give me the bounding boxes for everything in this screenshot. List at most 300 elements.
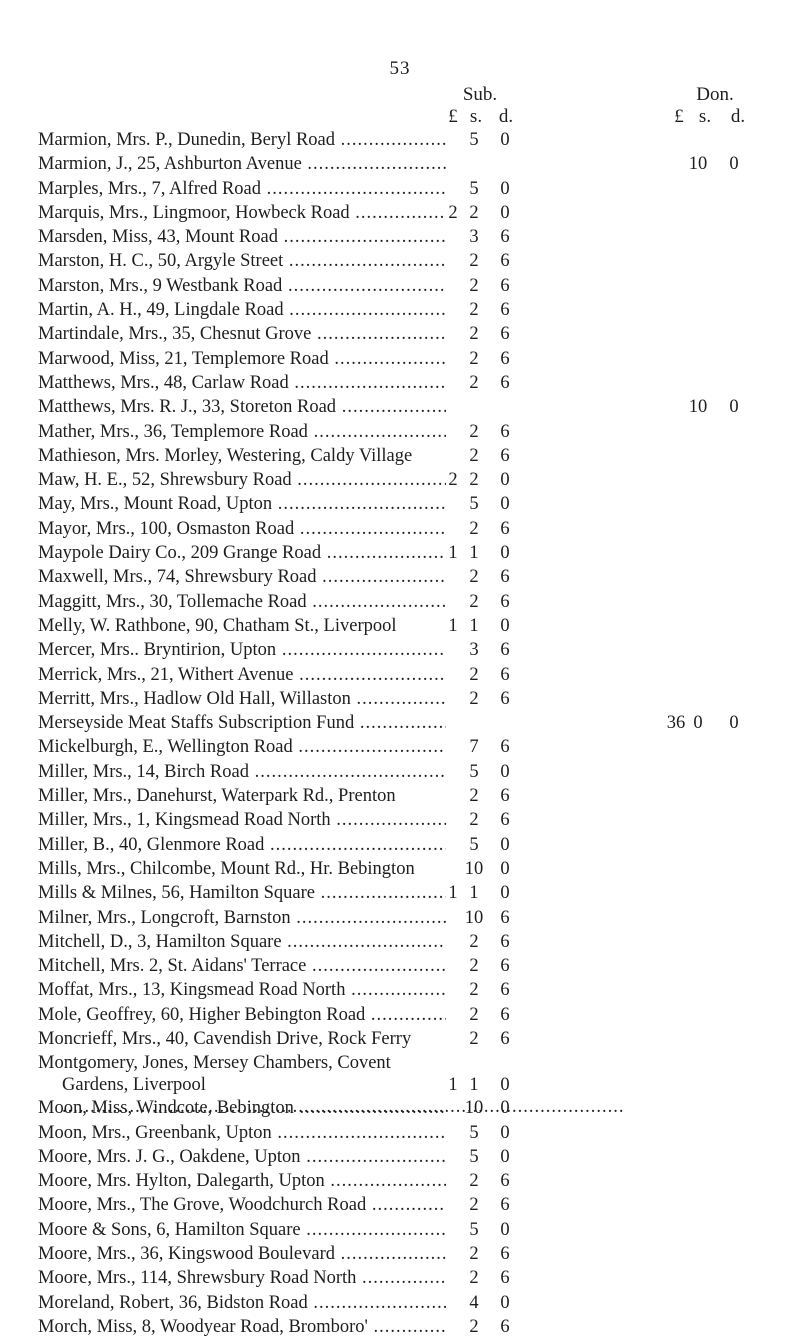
sub-shillings-value: 1	[469, 615, 479, 636]
sub-pence-value: 6	[500, 1244, 510, 1265]
sub-shillings-value: 5	[469, 130, 479, 150]
subscriber-name	[38, 396, 446, 418]
subscriber-name	[38, 955, 446, 977]
sub-pence-value: 0	[500, 1146, 510, 1167]
dot-leader	[282, 932, 446, 952]
subscriber-name	[38, 1316, 446, 1338]
subscriber-name-text: Mole, Geoffrey, 60, Higher Bebington Road	[38, 1004, 366, 1025]
sub-pence-value: 6	[500, 907, 510, 928]
list-item	[0, 226, 800, 250]
don-column-header: Don.	[696, 84, 734, 105]
sub-shillings-value: 2	[469, 980, 479, 1001]
subscriber-name	[38, 834, 446, 856]
sub-pence-value: 6	[500, 980, 510, 1001]
dot-leader	[264, 835, 446, 855]
sub-pounds-value: 2	[448, 470, 458, 491]
list-item	[0, 688, 800, 712]
subscriber-name-text: Mather, Mrs., 36, Templemore Road	[38, 421, 308, 442]
sub-pence-value: 6	[500, 1004, 510, 1025]
list-item	[0, 1122, 800, 1146]
sub-shillings-value: 2	[469, 1244, 479, 1265]
list-item	[0, 372, 800, 396]
subscriber-name	[38, 979, 446, 1001]
sub-pence-value: 6	[500, 1316, 510, 1337]
subscriber-name	[38, 178, 446, 200]
don-shillings-value: 10	[688, 397, 708, 418]
sub-pence-value: 6	[500, 348, 510, 369]
sub-pence-unit: d.	[498, 106, 514, 127]
sub-pounds-value: 1	[448, 883, 458, 904]
don-pence-unit: d.	[730, 106, 746, 127]
subscriber-name	[38, 348, 446, 370]
sub-pounds-value: 1	[448, 1075, 458, 1096]
sub-pence-value: 6	[500, 931, 510, 952]
subscriber-name	[38, 591, 446, 613]
dot-leader	[276, 640, 446, 660]
sub-shillings-value: 2	[469, 1195, 479, 1216]
sub-pence-value: 0	[500, 130, 510, 150]
sub-shillings-value: 7	[469, 737, 479, 758]
sub-shillings-value: 2	[469, 786, 479, 807]
subscriber-name-text: Moncrieff, Mrs., 40, Cavendish Drive, Rock Ferry	[38, 1028, 412, 1049]
subscriber-name-text: Martin, A. H., 49, Lingdale Road	[38, 300, 284, 321]
dot-leader	[331, 810, 446, 830]
sub-shillings-value: 5	[469, 761, 479, 782]
list-item	[0, 712, 800, 736]
list-item	[0, 275, 800, 299]
dot-leader	[291, 908, 446, 928]
subscriber-name	[38, 1004, 446, 1026]
sub-shillings-value: 5	[469, 834, 479, 855]
sub-pounds-value: 1	[448, 543, 458, 564]
subscriber-name-text: Marston, Mrs., 9 Westbank Road	[38, 275, 283, 296]
dot-leader	[261, 179, 446, 199]
dot-leader	[350, 203, 446, 223]
dot-leader	[329, 349, 446, 369]
subscriber-name	[38, 1028, 446, 1050]
list-item	[0, 566, 800, 590]
list-item	[0, 931, 800, 955]
sub-pence-value: 6	[500, 300, 510, 321]
dot-leader	[301, 1147, 446, 1167]
subscriber-name-text: Moore, Mrs., 36, Kingswood Boulevard	[38, 1244, 336, 1265]
dot-leader	[315, 883, 446, 903]
sub-pence-value: 0	[500, 834, 510, 855]
sub-shillings-value: 2	[469, 445, 479, 466]
sub-shillings-value: 2	[469, 275, 479, 296]
sub-pence-value: 0	[500, 494, 510, 515]
subscriber-name	[38, 153, 446, 175]
sub-pence-value: 0	[500, 1219, 510, 1240]
sub-shillings-value: 2	[469, 324, 479, 345]
subscriber-name-text: Melly, W. Rathbone, 90, Chatham St., Liverpool	[38, 615, 397, 636]
dot-leader	[294, 519, 446, 539]
subscriber-name	[38, 129, 446, 151]
sub-pence-value: 6	[500, 664, 510, 685]
list-item	[0, 1028, 800, 1052]
list-item	[0, 639, 800, 663]
subscriber-name	[38, 1267, 446, 1289]
list-item	[0, 202, 800, 226]
subscriber-name-text: Mercer, Mrs.. Bryntirion, Upton	[38, 640, 277, 661]
sub-pence-value: 0	[500, 1098, 510, 1119]
don-pounds-value: 36	[666, 713, 686, 734]
sub-shillings-value: 3	[469, 640, 479, 661]
dot-leader	[336, 397, 446, 417]
sub-shillings-value: 2	[469, 518, 479, 539]
list-item	[0, 421, 800, 445]
subscriber-name-text: Miller, Mrs., 14, Birch Road	[38, 761, 249, 782]
subscriber-name-text: Moon, Miss, Windcote, Bebington	[38, 1098, 294, 1119]
dot-leader	[289, 373, 446, 393]
sub-shillings-value: 2	[469, 300, 479, 321]
dot-leader	[282, 276, 446, 296]
subscriber-name	[38, 323, 446, 345]
subscriber-name	[38, 226, 446, 248]
subscriber-name	[38, 1219, 446, 1241]
dot-leader	[366, 1195, 446, 1215]
subscriber-name	[38, 1122, 446, 1144]
subscriber-name-text: Marwood, Miss, 21, Templemore Road	[38, 348, 329, 369]
sub-pence-value: 0	[500, 1075, 510, 1096]
dot-leader	[351, 689, 446, 709]
sub-shillings-value: 2	[469, 688, 479, 709]
subscriber-name	[38, 518, 446, 540]
list-item	[0, 809, 800, 833]
list-item	[0, 493, 800, 517]
don-shillings-unit: s.	[698, 106, 712, 127]
sub-pence-value: 6	[500, 1195, 510, 1216]
subscriber-name-text: Merritt, Mrs., Hadlow Old Hall, Willaston	[38, 688, 351, 709]
list-item	[0, 323, 800, 347]
sub-shillings-value: 2	[469, 1268, 479, 1289]
dot-leader	[306, 956, 446, 976]
list-item	[0, 858, 800, 882]
sub-shillings-value: 2	[469, 664, 479, 685]
dot-leader	[249, 762, 446, 782]
sub-pence-value: 0	[500, 761, 510, 782]
don-pence-value: 0	[729, 397, 739, 418]
list-item	[0, 178, 800, 202]
subscriber-name-text: Moore, Mrs. J. G., Oakdene, Upton	[38, 1146, 301, 1167]
list-item	[0, 542, 800, 566]
sub-shillings-value: 2	[469, 470, 479, 491]
list-item	[0, 396, 800, 420]
sub-shillings-value: 3	[469, 227, 479, 248]
subscriber-name-text: Moore & Sons, 6, Hamilton Square	[38, 1219, 301, 1240]
sub-pence-value: 6	[500, 372, 510, 393]
subscriber-name-text: Marmion, Mrs. P., Dunedin, Beryl Road	[38, 130, 336, 150]
dot-leader	[292, 470, 446, 490]
subscriber-name-text: Moon, Mrs., Greenbank, Upton	[38, 1122, 272, 1143]
list-item	[0, 445, 800, 469]
subscriber-name-text: Miller, Mrs., 1, Kingsmead Road North	[38, 810, 331, 831]
subscriber-name-text: Mickelburgh, E., Wellington Road	[38, 737, 293, 758]
subscriber-name	[38, 1097, 446, 1119]
sub-pence-value: 0	[500, 858, 510, 879]
subscriber-name-text: Montgomery, Jones, Mersey Chambers, Covent	[38, 1053, 391, 1074]
sub-shillings-value: 2	[469, 202, 479, 223]
dot-leader	[354, 713, 446, 733]
subscriber-name-text: Mills, Mrs., Chilcombe, Mount Rd., Hr. Bebington	[38, 858, 415, 879]
dot-leader	[283, 251, 446, 271]
subscriber-name-continuation-text: Gardens, Liverpool	[62, 1075, 206, 1096]
list-item	[0, 469, 800, 493]
list-item	[0, 591, 800, 615]
sub-shillings-value: 10	[464, 1098, 484, 1119]
subscriber-name	[38, 202, 446, 224]
don-shillings-value: 10	[688, 154, 708, 175]
list-item	[0, 1267, 800, 1291]
subscriber-name-text: Moore, Mrs., 114, Shrewsbury Road North	[38, 1268, 357, 1289]
list-item	[0, 907, 800, 931]
don-shillings-value: 0	[693, 713, 703, 734]
subscriber-name	[38, 785, 446, 807]
sub-pence-value: 6	[500, 810, 510, 831]
sub-shillings-value: 2	[469, 421, 479, 442]
subscriber-name	[38, 275, 446, 297]
subscriber-name	[38, 882, 446, 904]
sub-shillings-value: 2	[469, 810, 479, 831]
dot-leader	[335, 130, 446, 150]
sub-pence-value: 6	[500, 518, 510, 539]
subscriber-name	[38, 664, 446, 686]
list-item	[0, 299, 800, 323]
subscriber-name-text: Moore, Mrs., The Grove, Woodchurch Road	[38, 1195, 367, 1216]
subscriber-name	[38, 445, 446, 467]
sub-pence-value: 6	[500, 737, 510, 758]
sub-shillings-value: 5	[469, 1122, 479, 1143]
sub-shillings-value: 2	[469, 1028, 479, 1049]
sub-shillings-value: 4	[469, 1292, 479, 1313]
sub-shillings-value: 5	[469, 1146, 479, 1167]
list-item	[0, 882, 800, 906]
subscriber-name-text: Merrick, Mrs., 21, Withert Avenue	[38, 664, 294, 685]
subscriber-name	[38, 1243, 446, 1265]
subscriber-name-text: Maggitt, Mrs., 30, Tollemache Road	[38, 591, 307, 612]
sub-pence-value: 0	[500, 178, 510, 199]
dot-leader	[365, 1005, 446, 1025]
subscriber-name-text: Marmion, J., 25, Ashburton Avenue	[38, 154, 302, 175]
sub-pence-value: 6	[500, 786, 510, 807]
dot-leader	[272, 1123, 446, 1143]
sub-pence-value: 6	[500, 591, 510, 612]
subscriber-name-text: Mitchell, Mrs. 2, St. Aidans' Terrace	[38, 956, 307, 977]
list-item	[0, 518, 800, 542]
sub-pounds-value: 1	[448, 615, 458, 636]
subscriber-name-text: Milner, Mrs., Longcroft, Barnston	[38, 907, 291, 928]
sub-shillings-value: 2	[469, 931, 479, 952]
subscriber-name-text: Matthews, Mrs., 48, Carlaw Road	[38, 372, 289, 393]
sub-pence-value: 6	[500, 445, 510, 466]
sub-shillings-value: 5	[469, 178, 479, 199]
sub-pence-value: 6	[500, 688, 510, 709]
dot-leader	[321, 543, 446, 563]
subscriber-name	[38, 421, 446, 443]
dot-leader	[301, 1220, 446, 1240]
sub-shillings-value: 1	[469, 543, 479, 564]
subscriber-name	[38, 542, 446, 564]
don-pence-value: 0	[729, 154, 739, 175]
subscriber-name-text: Martindale, Mrs., 35, Chesnut Grove	[38, 324, 312, 345]
dot-leader	[335, 1244, 446, 1264]
subscriber-name-text: Maxwell, Mrs., 74, Shrewsbury Road	[38, 567, 317, 588]
subscriber-name	[38, 299, 446, 321]
subscriber-name	[38, 809, 446, 831]
list-item	[0, 1219, 800, 1243]
sub-shillings-value: 2	[469, 1316, 479, 1337]
list-item	[0, 979, 800, 1003]
subscriber-name-text: May, Mrs., Mount Road, Upton	[38, 494, 273, 515]
subscriber-name-text: Morch, Miss, 8, Woodyear Road, Bromboro'	[38, 1316, 368, 1337]
subscriber-name-text: Mitchell, D., 3, Hamilton Square	[38, 931, 282, 952]
subscriber-name	[38, 566, 446, 588]
dot-leader	[368, 1317, 446, 1337]
list-item	[0, 1004, 800, 1028]
dot-leader	[293, 737, 446, 757]
subscriber-name	[38, 931, 446, 953]
sub-pence-value: 6	[500, 640, 510, 661]
list-item	[0, 761, 800, 785]
sub-shillings-value: 1	[469, 1075, 479, 1096]
list-item	[0, 955, 800, 979]
list-item	[0, 153, 800, 177]
subscriber-name-text: Maypole Dairy Co., 209 Grange Road	[38, 543, 322, 564]
subscriber-list	[0, 129, 800, 1340]
subscriber-name-text: Moffat, Mrs., 13, Kingsmead Road North	[38, 980, 346, 1001]
subscriber-name	[38, 858, 446, 880]
subscriber-name	[38, 688, 446, 710]
sub-shillings-value: 2	[469, 956, 479, 977]
dot-leader	[356, 1268, 446, 1288]
dot-leader	[294, 1098, 446, 1118]
list-item	[0, 1097, 800, 1121]
list-item	[0, 664, 800, 688]
subscriber-name-text: Merseyside Meat Staffs Subscription Fund	[38, 713, 355, 734]
sub-pence-value: 6	[500, 421, 510, 442]
sub-shillings-value: 5	[469, 1219, 479, 1240]
sub-shillings-value: 10	[464, 907, 484, 928]
dot-leader	[293, 665, 446, 685]
subscriber-name	[38, 1194, 446, 1216]
subscriber-name	[38, 761, 446, 783]
subscriber-name-text: Moreland, Robert, 36, Bidston Road	[38, 1292, 308, 1313]
list-item	[0, 129, 800, 153]
dot-leader	[308, 422, 446, 442]
subscriber-name-text: Marples, Mrs., 7, Alfred Road	[38, 178, 261, 199]
list-item	[0, 1292, 800, 1316]
sub-shillings-value: 2	[469, 372, 479, 393]
subscriber-name	[38, 493, 446, 515]
sub-pence-value: 6	[500, 567, 510, 588]
sub-pence-value: 0	[500, 883, 510, 904]
dot-leader	[345, 980, 446, 1000]
dot-leader	[307, 592, 446, 612]
sub-pence-value: 6	[500, 956, 510, 977]
sub-shillings-value: 1	[469, 883, 479, 904]
list-item	[0, 1194, 800, 1218]
subscriber-name-text: Maw, H. E., 52, Shrewsbury Road	[38, 470, 292, 491]
sub-shillings-value: 2	[469, 1004, 479, 1025]
dot-leader	[284, 300, 446, 320]
subscriber-name-text: Marsden, Miss, 43, Mount Road	[38, 227, 278, 248]
sub-pence-value: 6	[500, 227, 510, 248]
sub-shillings-unit: s.	[469, 106, 483, 127]
list-item	[0, 250, 800, 274]
sub-pence-value: 6	[500, 251, 510, 272]
subscriber-name	[38, 372, 446, 394]
subscriber-name	[38, 1170, 446, 1192]
sub-shillings-value: 5	[469, 494, 479, 515]
subscriber-name	[38, 736, 446, 758]
subscriber-name-text: Matthews, Mrs. R. J., 33, Storeton Road	[38, 397, 337, 418]
list-item	[0, 834, 800, 858]
sub-pence-value: 0	[500, 202, 510, 223]
list-item	[0, 1170, 800, 1194]
list-item	[0, 785, 800, 809]
sub-pence-value: 0	[500, 615, 510, 636]
sub-pence-value: 6	[500, 275, 510, 296]
subscriber-name	[38, 639, 446, 661]
list-item	[0, 1052, 800, 1097]
list-item	[0, 1146, 800, 1170]
sub-pence-value: 0	[500, 543, 510, 564]
sub-shillings-value: 10	[464, 858, 484, 879]
sub-pounds-unit: £	[448, 106, 458, 127]
subscriber-name	[38, 615, 446, 637]
list-item	[0, 348, 800, 372]
don-pence-value: 0	[729, 713, 739, 734]
subscriber-name	[38, 907, 446, 929]
subscriber-name-text: Moore, Mrs. Hylton, Dalegarth, Upton	[38, 1171, 325, 1192]
dot-leader	[278, 227, 446, 247]
subscriber-name	[38, 469, 446, 491]
sub-shillings-value: 2	[469, 591, 479, 612]
subscriber-name-text: Marston, H. C., 50, Argyle Street	[38, 251, 284, 272]
sub-pence-value: 6	[500, 1028, 510, 1049]
subscriber-name	[38, 1292, 446, 1314]
sub-pence-value: 6	[500, 1171, 510, 1192]
dot-leader	[272, 494, 446, 514]
list-item	[0, 615, 800, 639]
dot-leader	[302, 154, 446, 174]
subscriber-name-text: Miller, Mrs., Danehurst, Waterpark Rd., Prenton	[38, 786, 396, 807]
dot-leader	[317, 567, 446, 587]
sub-shillings-value: 2	[469, 1171, 479, 1192]
dot-leader	[325, 1171, 446, 1191]
subscriber-name-text: Miller, B., 40, Glenmore Road	[38, 834, 265, 855]
sub-pounds-value: 2	[448, 202, 458, 223]
subscriber-name-text: Mathieson, Mrs. Morley, Westering, Caldy Village	[38, 445, 413, 466]
subscriber-name-text: Mayor, Mrs., 100, Osmaston Road	[38, 518, 295, 539]
sub-pence-value: 0	[500, 1292, 510, 1313]
sub-pence-value: 0	[500, 1122, 510, 1143]
sub-shillings-value: 2	[469, 251, 479, 272]
subscriber-name	[38, 712, 446, 734]
subscriber-name-text: Marquis, Mrs., Lingmoor, Howbeck Road	[38, 202, 350, 223]
don-pounds-unit: £	[674, 106, 684, 127]
sub-shillings-value: 2	[469, 567, 479, 588]
sub-shillings-value: 2	[469, 348, 479, 369]
subscriber-name	[38, 250, 446, 272]
list-item	[0, 1243, 800, 1267]
dot-leader	[308, 1293, 446, 1313]
dot-leader	[311, 324, 446, 344]
page-number: 53	[389, 58, 411, 79]
subscriber-name	[38, 1146, 446, 1168]
sub-pence-value: 6	[500, 324, 510, 345]
sub-pence-value: 6	[500, 1268, 510, 1289]
